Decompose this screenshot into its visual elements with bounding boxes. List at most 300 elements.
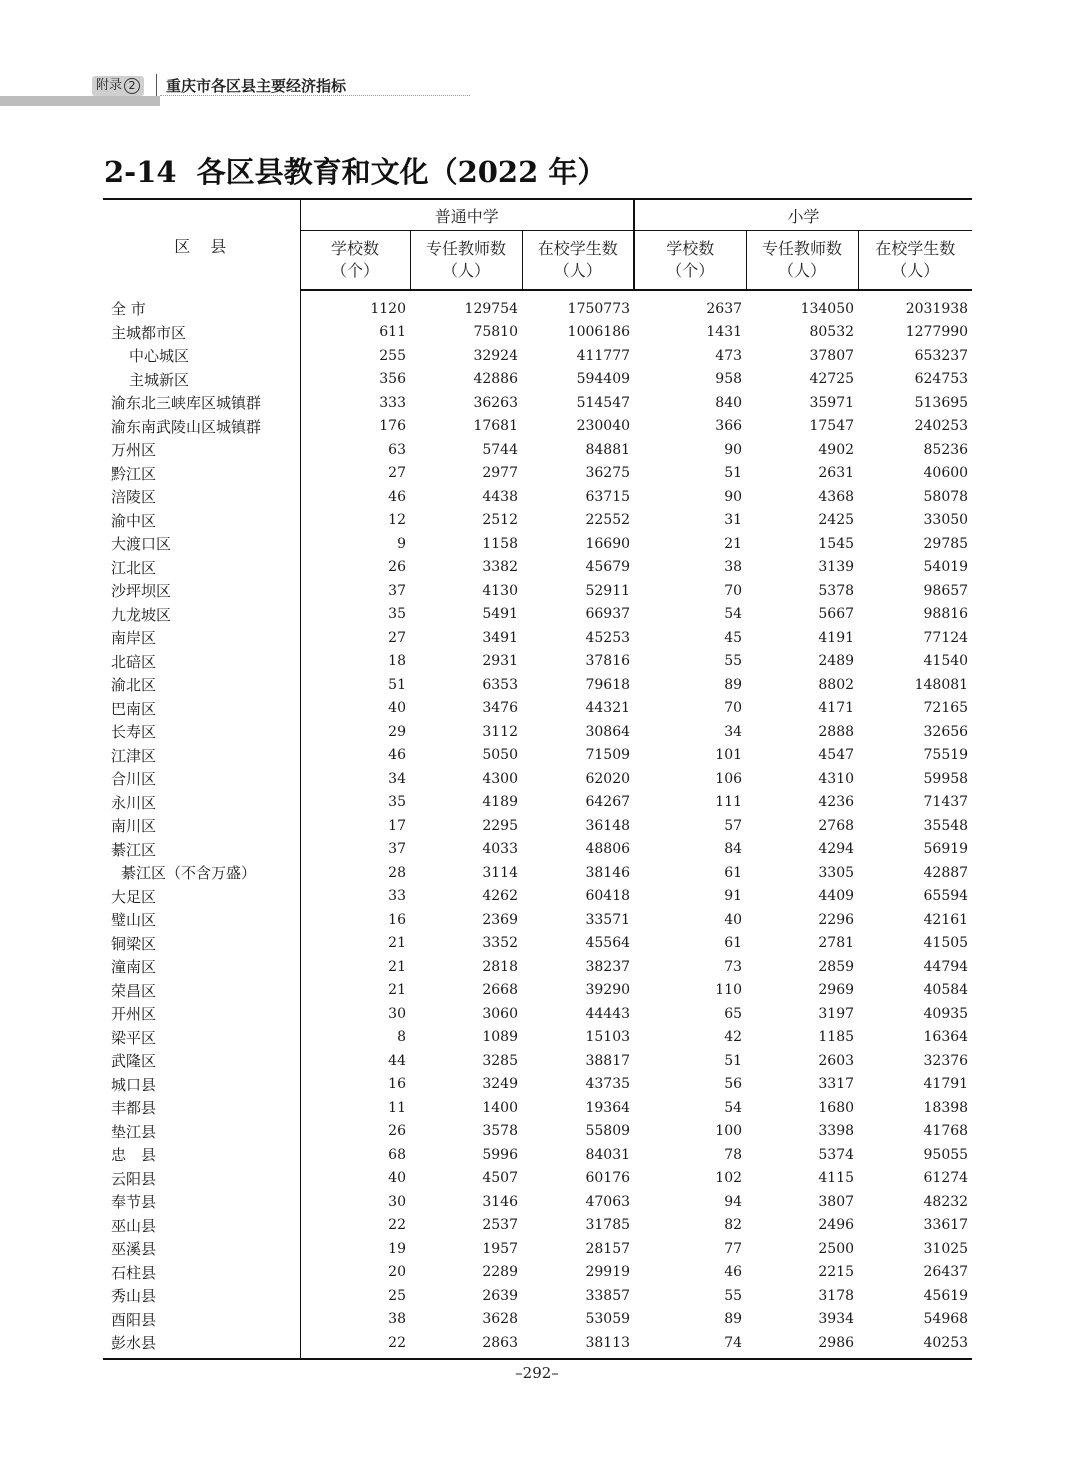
value-cell: 3305 bbox=[818, 864, 855, 881]
appendix-tag bbox=[92, 76, 144, 96]
table-title-text: 各区县教育和文化（2022 年） bbox=[196, 155, 607, 189]
value-cell: 70 bbox=[724, 700, 743, 717]
value-cell: 255 bbox=[300, 344, 410, 368]
value-cell: 11 bbox=[300, 1096, 410, 1120]
value-cell: 38 bbox=[300, 1308, 410, 1332]
running-header bbox=[0, 70, 470, 110]
column-header-unit: （人） bbox=[778, 261, 827, 280]
value-cell: 89 bbox=[724, 1311, 743, 1328]
value-cell: 1185 bbox=[818, 1029, 855, 1046]
region-name-cell: 大足区 bbox=[111, 887, 157, 906]
value-cell: 2986 bbox=[746, 1331, 858, 1359]
value-cell: 3249 bbox=[482, 1076, 518, 1093]
value-cell: 21 bbox=[724, 535, 743, 552]
value-cell: 98816 bbox=[923, 606, 969, 623]
region-name-cell: 渝北区 bbox=[111, 676, 157, 695]
region-name-cell: 江津区 bbox=[111, 746, 157, 765]
region-name-cell: 綦江区 bbox=[111, 840, 157, 859]
value-cell: 40 bbox=[300, 1167, 410, 1191]
value-cell: 4171 bbox=[818, 700, 855, 717]
table-row bbox=[103, 1049, 972, 1073]
table-row bbox=[103, 697, 972, 721]
value-cell: 2031938 bbox=[905, 300, 969, 317]
value-cell: 3382 bbox=[482, 559, 518, 576]
value-cell: 77 bbox=[724, 1240, 743, 1257]
value-cell: 1957 bbox=[482, 1240, 518, 1257]
value-cell: 30 bbox=[300, 1002, 410, 1026]
value-cell: 40253 bbox=[858, 1331, 972, 1359]
region-name-cell: 彭水县 bbox=[103, 1331, 300, 1359]
value-cell: 85236 bbox=[923, 441, 969, 458]
value-cell: 34 bbox=[300, 767, 410, 791]
value-cell: 28 bbox=[300, 861, 410, 885]
value-cell: 48232 bbox=[923, 1193, 969, 1210]
value-cell: 44321 bbox=[585, 700, 631, 717]
value-cell: 57 bbox=[724, 817, 743, 834]
value-cell: 5374 bbox=[818, 1146, 855, 1163]
value-cell: 46 bbox=[300, 485, 410, 509]
value-cell: 54 bbox=[724, 1099, 743, 1116]
value-cell: 22552 bbox=[585, 512, 631, 529]
value-cell: 2969 bbox=[818, 982, 855, 999]
value-cell: 176 bbox=[300, 415, 410, 439]
value-cell: 33617 bbox=[923, 1217, 969, 1234]
value-cell: 1545 bbox=[818, 535, 855, 552]
column-header-name: 在校学生数 bbox=[875, 239, 956, 258]
table-row bbox=[103, 814, 972, 838]
region-name-cell: 璧山区 bbox=[111, 911, 157, 930]
value-cell: 2425 bbox=[818, 512, 855, 529]
value-cell: 61274 bbox=[923, 1170, 969, 1187]
region-name-cell: 涪陵区 bbox=[111, 488, 157, 507]
value-cell: 4310 bbox=[818, 770, 855, 787]
value-cell: 42725 bbox=[809, 371, 855, 388]
value-cell: 3807 bbox=[818, 1193, 855, 1210]
region-name-cell: 开州区 bbox=[111, 1005, 157, 1024]
value-cell: 2818 bbox=[482, 958, 518, 975]
value-cell: 9 bbox=[300, 532, 410, 556]
value-cell: 3285 bbox=[482, 1052, 518, 1069]
value-cell: 35 bbox=[300, 791, 410, 815]
value-cell: 8 bbox=[300, 1026, 410, 1050]
value-cell: 41505 bbox=[923, 935, 969, 952]
value-cell: 37 bbox=[300, 838, 410, 862]
value-cell: 5378 bbox=[818, 582, 855, 599]
region-name-cell: 荣昌区 bbox=[111, 981, 157, 1000]
value-cell: 106 bbox=[715, 770, 743, 787]
value-cell: 958 bbox=[715, 371, 743, 388]
value-cell: 2863 bbox=[410, 1331, 522, 1359]
value-cell: 26 bbox=[300, 1120, 410, 1144]
header-title: 重庆市各区县主要经济指标 bbox=[166, 77, 347, 95]
value-cell: 2369 bbox=[482, 911, 518, 928]
value-cell: 54968 bbox=[923, 1311, 969, 1328]
value-cell: 42887 bbox=[923, 864, 969, 881]
table-row bbox=[103, 556, 972, 580]
region-name-cell: 垫江县 bbox=[111, 1122, 157, 1141]
value-cell: 624753 bbox=[914, 371, 969, 388]
region-name-cell: 南岸区 bbox=[111, 629, 157, 648]
table-row bbox=[103, 1284, 972, 1308]
value-cell: 4438 bbox=[482, 488, 518, 505]
table-row bbox=[103, 861, 972, 885]
table-row bbox=[103, 885, 972, 909]
value-cell: 513695 bbox=[914, 394, 969, 411]
table-row bbox=[103, 1120, 972, 1144]
region-name-cell: 巫溪县 bbox=[111, 1240, 157, 1259]
value-cell: 240253 bbox=[914, 418, 969, 435]
value-cell: 72165 bbox=[923, 700, 969, 717]
value-cell: 33 bbox=[300, 885, 410, 909]
value-cell: 514547 bbox=[576, 394, 631, 411]
value-cell: 4191 bbox=[818, 629, 855, 646]
region-name-cell: 渝东南武陵山区城镇群 bbox=[111, 417, 262, 436]
value-cell: 3139 bbox=[818, 559, 855, 576]
value-cell: 63 bbox=[300, 438, 410, 462]
table-row bbox=[103, 1143, 972, 1167]
value-cell: 45 bbox=[724, 629, 743, 646]
value-cell: 111 bbox=[715, 794, 743, 811]
table-row bbox=[103, 532, 972, 556]
value-cell: 5996 bbox=[482, 1146, 518, 1163]
value-cell: 35 bbox=[300, 603, 410, 627]
value-cell: 52911 bbox=[585, 582, 631, 599]
table-row bbox=[103, 579, 972, 603]
value-cell: 38817 bbox=[585, 1052, 631, 1069]
appendix-tag-label: 附录 bbox=[96, 78, 123, 93]
table-row bbox=[103, 673, 972, 697]
column-header bbox=[858, 231, 972, 291]
value-cell: 19 bbox=[300, 1237, 410, 1261]
value-cell: 3628 bbox=[482, 1311, 518, 1328]
value-cell: 25 bbox=[300, 1284, 410, 1308]
value-cell: 17 bbox=[300, 814, 410, 838]
group-header-primary-school: 小学 bbox=[634, 199, 972, 231]
column-header-name: 专任教师数 bbox=[762, 239, 843, 258]
region-name-cell: 酉阳县 bbox=[111, 1310, 157, 1329]
value-cell: 3114 bbox=[482, 864, 518, 881]
value-cell: 16 bbox=[300, 1073, 410, 1097]
region-name-cell: 武隆区 bbox=[111, 1052, 157, 1071]
table-row bbox=[103, 1096, 972, 1120]
column-header-name: 在校学生数 bbox=[537, 239, 618, 258]
column-header-unit: （个） bbox=[666, 261, 715, 280]
table-row bbox=[103, 1261, 972, 1285]
region-name-cell: 渝中区 bbox=[111, 511, 157, 530]
value-cell: 61 bbox=[724, 935, 743, 952]
table-row bbox=[103, 1331, 972, 1359]
column-header-unit: （个） bbox=[330, 261, 379, 280]
value-cell: 78 bbox=[724, 1146, 743, 1163]
table-row bbox=[103, 744, 972, 768]
column-header bbox=[300, 231, 410, 291]
value-cell: 42161 bbox=[923, 911, 969, 928]
table-row bbox=[103, 509, 972, 533]
value-cell: 60418 bbox=[585, 888, 631, 905]
region-name-cell: 奉节县 bbox=[111, 1193, 157, 1212]
value-cell: 21 bbox=[300, 955, 410, 979]
value-cell: 1680 bbox=[818, 1099, 855, 1116]
page-number: –292– bbox=[515, 1364, 559, 1382]
value-cell: 1431 bbox=[706, 324, 743, 341]
value-cell: 2537 bbox=[482, 1217, 518, 1234]
value-cell: 48806 bbox=[585, 841, 631, 858]
value-cell: 1400 bbox=[482, 1099, 518, 1116]
region-name-cell: 铜梁区 bbox=[111, 934, 157, 953]
region-header: 区 县 bbox=[103, 199, 300, 290]
table-row bbox=[103, 932, 972, 956]
table-row bbox=[103, 438, 972, 462]
region-name-cell: 九龙坡区 bbox=[111, 605, 172, 624]
value-cell: 42886 bbox=[473, 371, 518, 388]
value-cell: 3578 bbox=[482, 1123, 518, 1140]
region-name-cell: 全 市 bbox=[111, 299, 146, 318]
region-name-cell: 忠 县 bbox=[111, 1146, 157, 1165]
value-cell: 45619 bbox=[923, 1287, 969, 1304]
group-header-middle-school: 普通中学 bbox=[300, 199, 634, 231]
value-cell: 56 bbox=[724, 1076, 743, 1093]
table-row bbox=[103, 1237, 972, 1261]
value-cell: 17681 bbox=[473, 418, 518, 435]
value-cell: 356 bbox=[300, 368, 410, 392]
table-row bbox=[103, 720, 972, 744]
value-cell: 22 bbox=[300, 1331, 410, 1359]
value-cell: 51 bbox=[300, 673, 410, 697]
value-cell: 51 bbox=[724, 465, 743, 482]
value-cell: 2496 bbox=[818, 1217, 855, 1234]
region-name-cell: 巫山县 bbox=[111, 1216, 157, 1235]
value-cell: 26437 bbox=[923, 1264, 969, 1281]
value-cell: 46 bbox=[300, 744, 410, 768]
value-cell: 2859 bbox=[818, 958, 855, 975]
region-name-cell: 永川区 bbox=[111, 793, 157, 812]
value-cell: 90 bbox=[724, 488, 743, 505]
column-header-unit: （人） bbox=[891, 261, 940, 280]
value-cell: 2977 bbox=[482, 465, 518, 482]
value-cell: 84 bbox=[724, 841, 743, 858]
value-cell: 37 bbox=[300, 579, 410, 603]
value-cell: 12 bbox=[300, 509, 410, 533]
table-row bbox=[103, 1026, 972, 1050]
value-cell: 3476 bbox=[482, 700, 518, 717]
value-cell: 2631 bbox=[818, 465, 855, 482]
column-header-unit: （人） bbox=[553, 261, 602, 280]
value-cell: 4368 bbox=[818, 488, 855, 505]
value-cell: 54019 bbox=[923, 559, 969, 576]
value-cell: 2768 bbox=[818, 817, 855, 834]
value-cell: 1277990 bbox=[905, 324, 969, 341]
value-cell: 19364 bbox=[585, 1099, 631, 1116]
value-cell: 44794 bbox=[923, 958, 969, 975]
value-cell: 90 bbox=[724, 441, 743, 458]
value-cell: 5667 bbox=[818, 606, 855, 623]
value-cell: 45679 bbox=[585, 559, 631, 576]
value-cell: 5491 bbox=[482, 606, 518, 623]
value-cell: 26 bbox=[300, 556, 410, 580]
region-name-cell: 江北区 bbox=[111, 558, 157, 577]
value-cell: 44443 bbox=[585, 1005, 631, 1022]
table-row bbox=[103, 391, 972, 415]
data-table bbox=[103, 198, 972, 1360]
value-cell: 34 bbox=[724, 723, 743, 740]
table-row bbox=[103, 767, 972, 791]
value-cell: 32924 bbox=[473, 347, 518, 364]
value-cell: 28157 bbox=[585, 1240, 631, 1257]
value-cell: 31785 bbox=[585, 1217, 631, 1234]
table-row bbox=[103, 1073, 972, 1097]
region-name-cell: 合川区 bbox=[111, 770, 157, 789]
value-cell: 110 bbox=[715, 982, 743, 999]
value-cell: 77124 bbox=[923, 629, 969, 646]
value-cell: 5744 bbox=[482, 441, 518, 458]
table-row bbox=[103, 979, 972, 1003]
value-cell: 4262 bbox=[482, 888, 518, 905]
value-cell: 18398 bbox=[923, 1099, 969, 1116]
value-cell: 39290 bbox=[585, 982, 631, 999]
region-name-cell: 长寿区 bbox=[111, 723, 157, 742]
table-row bbox=[103, 485, 972, 509]
value-cell: 53059 bbox=[585, 1311, 631, 1328]
value-cell: 473 bbox=[715, 347, 743, 364]
value-cell: 82 bbox=[724, 1217, 743, 1234]
value-cell: 4115 bbox=[818, 1170, 855, 1187]
table-row bbox=[103, 908, 972, 932]
table-row bbox=[103, 838, 972, 862]
value-cell: 411777 bbox=[576, 347, 631, 364]
value-cell: 4294 bbox=[818, 841, 855, 858]
value-cell: 75519 bbox=[923, 747, 969, 764]
value-cell: 2668 bbox=[482, 982, 518, 999]
value-cell: 6353 bbox=[482, 676, 518, 693]
value-cell: 91 bbox=[724, 888, 743, 905]
value-cell: 29785 bbox=[923, 535, 969, 552]
value-cell: 35548 bbox=[923, 817, 969, 834]
value-cell: 5050 bbox=[482, 747, 518, 764]
value-cell: 71509 bbox=[585, 747, 631, 764]
header-separator bbox=[156, 74, 157, 96]
value-cell: 134050 bbox=[800, 300, 855, 317]
region-name-cell: 黔江区 bbox=[111, 464, 157, 483]
value-cell: 75810 bbox=[473, 324, 518, 341]
value-cell: 653237 bbox=[914, 347, 969, 364]
value-cell: 2296 bbox=[818, 911, 855, 928]
value-cell: 4236 bbox=[818, 794, 855, 811]
value-cell: 21 bbox=[300, 979, 410, 1003]
value-cell: 79618 bbox=[585, 676, 631, 693]
value-cell: 2215 bbox=[818, 1264, 855, 1281]
value-cell: 38146 bbox=[585, 864, 631, 881]
value-cell: 27 bbox=[300, 462, 410, 486]
value-cell: 3112 bbox=[482, 723, 518, 740]
value-cell: 45253 bbox=[585, 629, 631, 646]
value-cell: 51 bbox=[724, 1052, 743, 1069]
table-title bbox=[104, 150, 606, 191]
value-cell: 4409 bbox=[818, 888, 855, 905]
value-cell: 84031 bbox=[585, 1146, 631, 1163]
value-cell: 4902 bbox=[818, 441, 855, 458]
value-cell: 31025 bbox=[923, 1240, 969, 1257]
value-cell: 2639 bbox=[482, 1287, 518, 1304]
table-row bbox=[103, 791, 972, 815]
value-cell: 40584 bbox=[923, 982, 969, 999]
value-cell: 2500 bbox=[818, 1240, 855, 1257]
region-name-cell: 秀山县 bbox=[111, 1287, 157, 1306]
appendix-tag-number: 2 bbox=[124, 78, 140, 94]
value-cell: 3352 bbox=[482, 935, 518, 952]
region-name-cell: 万州区 bbox=[111, 441, 157, 460]
value-cell: 80532 bbox=[809, 324, 855, 341]
value-cell: 29 bbox=[300, 720, 410, 744]
value-cell: 100 bbox=[715, 1123, 743, 1140]
value-cell: 62020 bbox=[585, 770, 631, 787]
value-cell: 58078 bbox=[923, 488, 969, 505]
table-row bbox=[103, 1214, 972, 1238]
value-cell: 3146 bbox=[482, 1193, 518, 1210]
value-cell: 4547 bbox=[818, 747, 855, 764]
value-cell: 129754 bbox=[464, 300, 518, 317]
value-cell: 32376 bbox=[923, 1052, 969, 1069]
region-name-cell: 梁平区 bbox=[111, 1028, 157, 1047]
value-cell: 32656 bbox=[923, 723, 969, 740]
value-cell: 1089 bbox=[482, 1029, 518, 1046]
value-cell: 89 bbox=[724, 676, 743, 693]
value-cell: 4033 bbox=[482, 841, 518, 858]
value-cell: 36148 bbox=[585, 817, 631, 834]
column-header bbox=[410, 231, 522, 291]
value-cell: 71437 bbox=[923, 794, 969, 811]
value-cell: 16690 bbox=[585, 535, 631, 552]
value-cell: 27 bbox=[300, 626, 410, 650]
table-row bbox=[103, 1308, 972, 1332]
region-name-cell: 巴南区 bbox=[111, 699, 157, 718]
region-name-cell: 主城都市区 bbox=[111, 323, 187, 342]
value-cell: 4300 bbox=[482, 770, 518, 787]
table-row bbox=[103, 462, 972, 486]
value-cell: 3398 bbox=[818, 1123, 855, 1140]
value-cell: 64267 bbox=[585, 794, 631, 811]
region-name-cell: 潼南区 bbox=[111, 958, 157, 977]
value-cell: 68 bbox=[300, 1143, 410, 1167]
value-cell: 16 bbox=[300, 908, 410, 932]
value-cell: 101 bbox=[715, 747, 743, 764]
value-cell: 31 bbox=[724, 512, 743, 529]
value-cell: 59958 bbox=[923, 770, 969, 787]
value-cell: 43735 bbox=[585, 1076, 631, 1093]
value-cell: 38237 bbox=[585, 958, 631, 975]
value-cell: 70 bbox=[724, 582, 743, 599]
value-cell: 16364 bbox=[923, 1029, 969, 1046]
value-cell: 3317 bbox=[818, 1076, 855, 1093]
value-cell: 33571 bbox=[585, 911, 631, 928]
value-cell: 41768 bbox=[923, 1123, 969, 1140]
value-cell: 40 bbox=[724, 911, 743, 928]
table-row bbox=[103, 650, 972, 674]
value-cell: 98657 bbox=[923, 582, 969, 599]
value-cell: 3934 bbox=[818, 1311, 855, 1328]
value-cell: 33857 bbox=[585, 1287, 631, 1304]
value-cell: 37816 bbox=[585, 653, 631, 670]
value-cell: 40600 bbox=[923, 465, 969, 482]
region-name-cell: 渝东北三峡库区城镇群 bbox=[111, 394, 262, 413]
value-cell: 54 bbox=[724, 606, 743, 623]
region-name-cell: 主城新区 bbox=[129, 370, 190, 389]
value-cell: 3178 bbox=[818, 1287, 855, 1304]
value-cell: 18 bbox=[300, 650, 410, 674]
value-cell: 1750773 bbox=[567, 300, 631, 317]
value-cell: 35971 bbox=[809, 394, 855, 411]
value-cell: 41540 bbox=[923, 653, 969, 670]
value-cell: 611 bbox=[300, 321, 410, 345]
